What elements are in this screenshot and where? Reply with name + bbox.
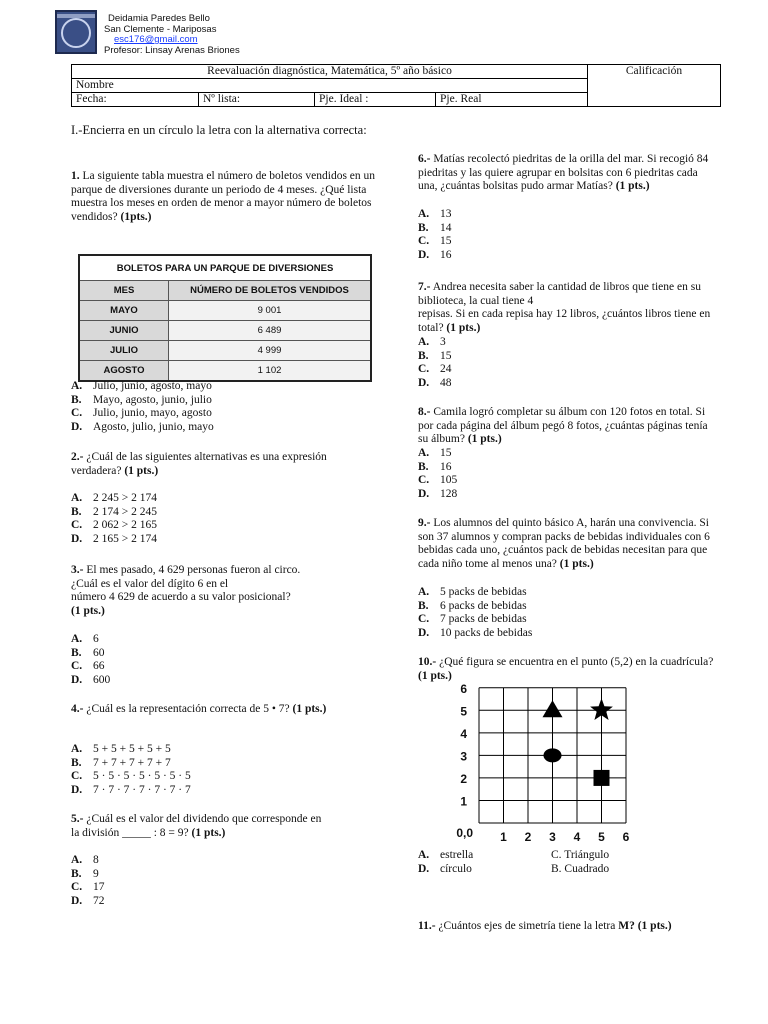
square-shape bbox=[594, 770, 610, 786]
table-row: AGOSTO bbox=[79, 361, 169, 382]
y-tick-label: 4 bbox=[460, 726, 467, 741]
option-c[interactable]: C. Triángulo bbox=[551, 849, 610, 861]
question-4 bbox=[71, 703, 361, 717]
q7-points: (1 pts.) bbox=[446, 321, 481, 334]
q9-options bbox=[418, 586, 532, 640]
q8-text: Camila logró completar su álbum con 120 fotos en total. Si por cada página del álbum pegó 8 fotos, ¿cuántas páginas tenía su álbum? bbox=[418, 406, 708, 446]
question-11 bbox=[418, 920, 718, 934]
option-a[interactable]: A. Julio, junio, agosto, mayo bbox=[71, 380, 212, 392]
q10-text: ¿Qué figura se encuentra en el punto (5,2) en la cuadrícula? bbox=[439, 656, 714, 668]
y-tick-label: 5 bbox=[460, 704, 467, 719]
x-tick-label: 6 bbox=[622, 830, 630, 844]
option-c[interactable]: C. 24 bbox=[418, 363, 452, 376]
q7-text: Andrea necesita saber la cantidad de libros que tiene en su biblioteca, la cual tiene 4 bbox=[418, 281, 701, 307]
grid-shapes bbox=[543, 698, 613, 786]
q3-options bbox=[71, 633, 110, 687]
teacher-name: Profesor: Linsay Arenas Briones bbox=[104, 44, 240, 56]
tickets-col-month: MES bbox=[79, 281, 169, 301]
school-logo bbox=[55, 10, 97, 54]
question-1 bbox=[71, 170, 379, 224]
option-a[interactable]: A. 13 bbox=[418, 208, 452, 220]
q2-options bbox=[71, 492, 157, 546]
question-8 bbox=[418, 406, 720, 447]
q8-number: 8.- bbox=[418, 406, 431, 418]
school-info bbox=[104, 14, 240, 56]
option-b[interactable]: B. 60 bbox=[71, 646, 105, 659]
q7-number: 7.- bbox=[418, 281, 431, 293]
q5-number: 5.- bbox=[71, 813, 84, 825]
option-b[interactable]: B. Cuadrado bbox=[551, 862, 610, 875]
tickets-col-count: NÚMERO DE BOLETOS VENDIDOS bbox=[169, 281, 372, 301]
option-a[interactable]: A. 5 + 5 + 5 + 5 + 5 bbox=[71, 743, 171, 755]
q2-text: ¿Cuál de las siguientes alternativas es una expresión verdadera? bbox=[71, 451, 327, 477]
table-row: JULIO bbox=[79, 341, 169, 361]
q1-points: (1pts.) bbox=[120, 210, 152, 223]
q9-points: (1 pts.) bbox=[559, 557, 594, 570]
option-d[interactable]: D. 72 bbox=[71, 894, 105, 907]
q7-options bbox=[418, 336, 452, 390]
q5-text-2: la división _____ : 8 = 9? bbox=[71, 826, 189, 839]
real-score-field[interactable]: Pje. Real bbox=[436, 93, 588, 107]
option-c[interactable]: C. 105 bbox=[418, 474, 458, 487]
q11-letter: M bbox=[618, 920, 630, 932]
origin-label: 0,0 bbox=[456, 826, 473, 840]
q6-number: 6.- bbox=[418, 153, 431, 165]
ideal-score-field[interactable]: Pje. Ideal : bbox=[315, 93, 436, 107]
option-d[interactable]: D. círculo bbox=[418, 862, 472, 875]
q1-options bbox=[71, 380, 214, 434]
option-a[interactable]: A. 6 bbox=[71, 633, 99, 645]
option-b[interactable]: B. Mayo, agosto, junio, julio bbox=[71, 393, 212, 406]
option-b[interactable]: B. 6 packs de bebidas bbox=[418, 599, 527, 612]
option-c[interactable]: C. 7 packs de bebidas bbox=[418, 613, 527, 626]
q3-text-2: ¿Cuál es el valor del dígito 6 en el bbox=[71, 577, 229, 590]
q1-number: 1. bbox=[71, 170, 80, 182]
table-cell: 1 102 bbox=[169, 361, 372, 382]
option-a[interactable]: A. 3 bbox=[418, 336, 446, 348]
option-d[interactable]: D. 2 165 > 2 174 bbox=[71, 532, 157, 545]
table-cell: 9 001 bbox=[169, 301, 372, 321]
tickets-table-title: BOLETOS PARA UN PARQUE DE DIVERSIONES bbox=[79, 255, 371, 281]
option-b[interactable]: B. 7 + 7 + 7 + 7 + 7 bbox=[71, 756, 171, 769]
option-c[interactable]: C. 17 bbox=[71, 881, 105, 894]
coordinate-grid bbox=[432, 684, 652, 844]
list-number-field[interactable]: Nº lista: bbox=[199, 93, 315, 107]
y-tick-label: 1 bbox=[460, 794, 467, 809]
option-d[interactable]: D. 48 bbox=[418, 376, 452, 389]
option-d[interactable]: D. 16 bbox=[418, 248, 452, 261]
option-b[interactable]: B. 2 174 > 2 245 bbox=[71, 505, 157, 518]
instruction: I.-Encierra en un círculo la letra con la alternativa correcta: bbox=[71, 123, 367, 137]
q11-points: ? (1 pts.) bbox=[629, 920, 672, 932]
question-3 bbox=[71, 564, 371, 618]
question-7 bbox=[418, 281, 718, 335]
question-5 bbox=[71, 813, 391, 840]
table-cell: 4 999 bbox=[169, 341, 372, 361]
q6-points: (1 pts.) bbox=[615, 180, 650, 193]
x-tick-label: 1 bbox=[500, 830, 507, 844]
option-d[interactable]: D. Agosto, julio, junio, mayo bbox=[71, 420, 214, 433]
date-field[interactable]: Fecha: bbox=[72, 93, 199, 107]
q7-text-2: repisas. Si en cada repisa hay 12 libros, ¿cuántos libros tiene en total? bbox=[418, 308, 711, 334]
table-row: MAYO bbox=[79, 301, 169, 321]
q9-number: 9.- bbox=[418, 517, 431, 529]
q6-text: Matías recolectó piedritas de la orilla del mar. Si recogió 84 piedritas y las quiere agrupar en bolsitas con 6 piedritas cada una, ¿cuántas bolsitas pudo armar Matías? bbox=[418, 153, 709, 193]
q3-text-3: número 4 629 de acuerdo a su valor posicional? bbox=[71, 591, 291, 604]
question-6 bbox=[418, 153, 720, 194]
option-d[interactable]: D. 600 bbox=[71, 673, 111, 686]
exam-header-table bbox=[71, 64, 721, 107]
q4-number: 4.- bbox=[71, 703, 84, 715]
q2-points: (1 pts.) bbox=[124, 464, 159, 477]
option-d[interactable]: D. 10 packs de bebidas bbox=[418, 626, 533, 639]
q10-number: 10.- bbox=[418, 656, 437, 668]
option-d[interactable]: D. 128 bbox=[418, 487, 458, 500]
x-tick-label: 4 bbox=[573, 830, 581, 844]
x-tick-label: 5 bbox=[598, 830, 605, 844]
q4-text: ¿Cuál es la representación correcta de 5 • 7? bbox=[86, 703, 290, 715]
option-b[interactable]: B. 9 bbox=[71, 867, 99, 880]
circle-shape bbox=[544, 748, 562, 762]
option-b[interactable]: B. 15 bbox=[418, 349, 452, 362]
option-c[interactable]: C. 5 · 5 · 5 · 5 · 5 · 5 · 5 bbox=[71, 770, 191, 783]
q5-points: (1 pts.) bbox=[191, 826, 226, 839]
table-row: JUNIO bbox=[79, 321, 169, 341]
q3-number: 3.- bbox=[71, 564, 84, 576]
option-c[interactable]: C. Julio, junio, mayo, agosto bbox=[71, 407, 212, 420]
x-tick-label: 2 bbox=[524, 830, 532, 844]
y-tick-label: 6 bbox=[460, 684, 467, 696]
question-9 bbox=[418, 517, 720, 571]
question-10 bbox=[418, 656, 720, 683]
option-b[interactable]: B. 16 bbox=[418, 460, 452, 473]
school-name: Deidamia Paredes Bello bbox=[108, 13, 210, 24]
option-a[interactable]: A. estrella bbox=[418, 849, 474, 861]
option-c[interactable]: C. 66 bbox=[71, 660, 105, 673]
grade-label: Calificación bbox=[625, 65, 683, 77]
option-a[interactable]: A. 8 bbox=[71, 854, 99, 866]
q2-number: 2.- bbox=[71, 451, 84, 463]
y-tick-label: 3 bbox=[460, 749, 467, 764]
y-tick-label: 2 bbox=[460, 771, 467, 786]
q10-options bbox=[418, 849, 678, 876]
q6-options bbox=[418, 208, 452, 262]
q11-number: 11.- bbox=[418, 920, 436, 932]
option-d[interactable]: D. 7 · 7 · 7 · 7 · 7 · 7 · 7 bbox=[71, 783, 191, 796]
name-field[interactable]: Nombre bbox=[72, 79, 588, 93]
question-2 bbox=[71, 451, 341, 478]
option-a[interactable]: A. 15 bbox=[418, 447, 452, 459]
q3-points: (1 pts.) bbox=[71, 604, 105, 617]
q9-text: Los alumnos del quinto básico A, harán una convivencia. Si son 37 alumnos y compran packs de bebidas individuales con 6 bebidas cada uno, ¿cuántos pack de bebidas necesitan para que cada niño tome al menos una? bbox=[418, 517, 710, 570]
option-c[interactable]: C. 2 062 > 2 165 bbox=[71, 519, 157, 532]
table-cell: 6 489 bbox=[169, 321, 372, 341]
q4-points: (1 pts.) bbox=[292, 703, 327, 715]
q4-options bbox=[71, 743, 191, 797]
option-a[interactable]: A. 5 packs de bebidas bbox=[418, 586, 527, 598]
exam-title: Reevaluación diagnóstica, Matemática, 5º año básico bbox=[72, 65, 588, 79]
grade-cell[interactable] bbox=[588, 65, 721, 107]
school-location: San Clemente - Mariposas bbox=[104, 23, 217, 35]
tickets-table bbox=[78, 254, 372, 382]
option-c[interactable]: C. 15 bbox=[418, 235, 452, 248]
q3-text: El mes pasado, 4 629 personas fueron al circo. bbox=[86, 564, 301, 576]
option-b[interactable]: B. 14 bbox=[418, 221, 452, 234]
q1-text: La siguiente tabla muestra el número de boletos vendidos en un parque de diversiones durante un periodo de 4 meses. ¿Qué lista muestra los meses en orden de menor a mayor número de boletos vendidos? bbox=[71, 170, 376, 223]
triangle-shape bbox=[543, 700, 563, 717]
q5-text: ¿Cuál es el valor del dividendo que corresponde en bbox=[86, 813, 322, 825]
q5-options bbox=[71, 854, 105, 908]
x-tick-label: 3 bbox=[549, 830, 556, 844]
q8-options bbox=[418, 447, 457, 501]
q11-text: ¿Cuántos ejes de simetría tiene la letra bbox=[438, 920, 616, 932]
school-email[interactable]: esc176@gmail.com bbox=[114, 34, 198, 45]
q10-points: (1 pts.) bbox=[418, 669, 452, 682]
q8-points: (1 pts.) bbox=[467, 433, 502, 446]
option-a[interactable]: A. 2 245 > 2 174 bbox=[71, 492, 157, 504]
